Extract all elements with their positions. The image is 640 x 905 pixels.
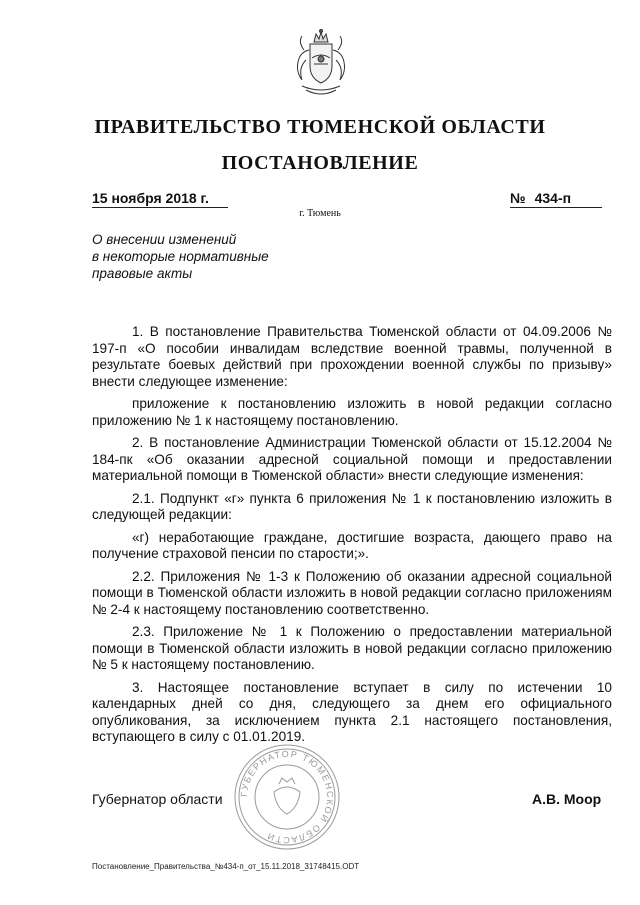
body-paragraph: приложение к постановлению изложить в новой редакции согласно приложению № 1 к настоящему постановлению. (92, 396, 612, 428)
body-paragraph: 3. Настоящее постановление вступает в силу по истечении 10 календарных дней со дня, следующего за днем его официального опубликования, за исключением пункта 2.1 настоящего постановления, вступающего в силу с 01.01.2019. (92, 679, 612, 744)
body-paragraph: 2.3. Приложение № 1 к Положению о предоставлении материальной помощи в Тюменской области изложить в новой редакции согласно приложению № 5 к настоящему постановлению. (92, 624, 612, 672)
signer-name: А.В. Моор (532, 791, 602, 807)
document-body (92, 324, 612, 752)
document-date: 15 ноября 2018 г. (92, 190, 228, 208)
seal-text: ГУБЕРНАТОР ТЮМЕНСКОЙ ОБЛАСТИ (238, 748, 336, 846)
document-city: г. Тюмень (299, 208, 341, 219)
signer-role: Губернатор области (92, 791, 223, 807)
body-paragraph: 1. В постановление Правительства Тюменской области от 04.09.2006 № 197-п «О пособии инвалидам вследствие военной травмы, полученной в результате боевых действий при прохождении военной службы по призыву» внести следующее изменение: (92, 324, 612, 389)
footer-filename: Постановление_Правительства_№434-п_от_15.11.2018_31748415.ODT (92, 862, 360, 871)
coat-of-arms-emblem (290, 28, 352, 100)
official-seal-stamp (232, 742, 342, 852)
body-paragraph: 2. В постановление Администрации Тюменской области от 15.12.2004 № 184-пк «Об оказании адресной социальной помощи и предоставлении материальной помощи в Тюменской области» внести следующие изменения: (92, 435, 612, 483)
subject-line: О внесении изменений (92, 232, 237, 247)
document-subject (92, 231, 332, 282)
body-paragraph: 2.2. Приложения № 1-3 к Положению об оказании адресной социальной помощи в Тюменской области изложить в новой редакции согласно приложениям № 2-4 к настоящему постановлению соответственно. (92, 568, 612, 617)
body-paragraph: «г) неработающие граждане, достигшие возраста, дающего право на получение страховой пенсии по старости;». (92, 529, 612, 561)
subject-line: в некоторые нормативные (92, 249, 269, 264)
number-label: № (510, 190, 526, 206)
number-value: 434-п (534, 190, 572, 206)
subject-line: правовые акты (92, 266, 193, 281)
body-paragraph: 2.1. Подпункт «г» пункта 6 приложения № 1 к постановлению изложить в следующей редакции: (92, 490, 612, 522)
document-type: ПОСТАНОВЛЕНИЕ (221, 152, 419, 174)
document-number (510, 190, 602, 208)
government-title: ПРАВИТЕЛЬСТВО ТЮМЕНСКОЙ ОБЛАСТИ (94, 116, 546, 138)
